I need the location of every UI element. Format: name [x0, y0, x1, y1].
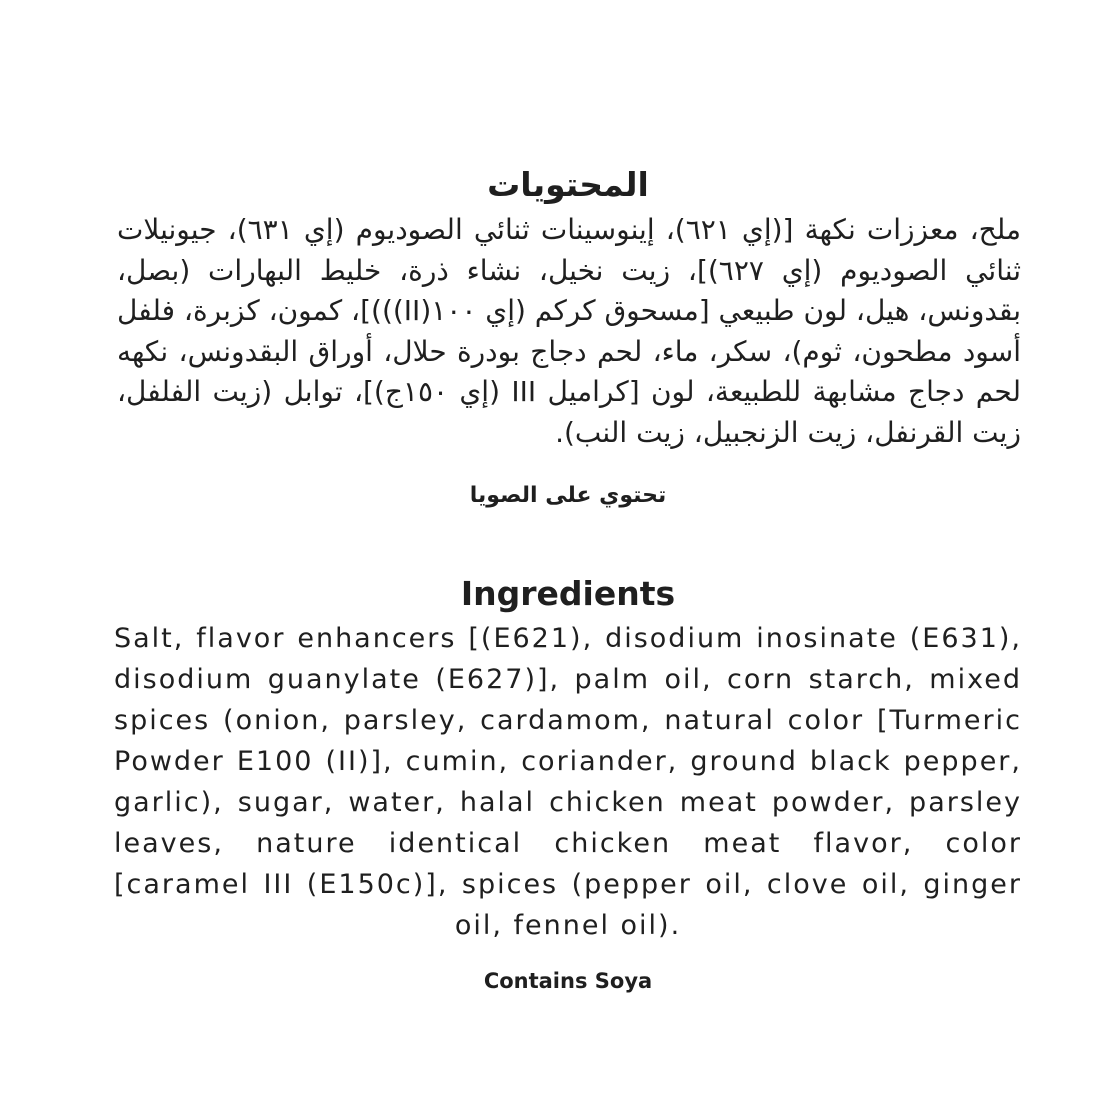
arabic-ingredients-text: ملح، معززات نكهة [(إي ٦٢١)، إينوسينات ثنائي الصوديوم (إي ٦٣١)، جيونيلات ثنائي الصوديوم (إي ٦٢٧)]، زيت نخيل، نشاء ذرة، خليط البهارات (بصل، بقدونس، هيل، لون طبيعي [مسحوق كركم (إي ١٠٠(II)))]، كمون، كزبرة، فلفل أسود مطحون، ثوم)، سكر، ماء، لحم دجاج بودرة حلال، أوراق البقدونس، نكهه لحم دجاج مشابهة للطبيعة، لون [كراميل III (إي ١٥٠ج)]، توابل (زيت الفلفل، زيت القرنفل، زيت الزنجبيل، زيت النب). [117, 213, 1022, 449]
arabic-allergen-note: تحتوي على الصويا [469, 483, 667, 508]
english-allergen-note: Contains Soya [483, 969, 653, 993]
english-ingredients-text: Salt, flavor enhancers [(E621), disodium inosinate (E631), disodium guanylate (E627)], palm oil, corn starch, mixed spices (onion, parsley, cardamom, natural color [Turmeric Powder E100 (II)], cumin, coriander, ground black pepper, garlic), sugar, water, halal chicken meat powder, parsley leaves, nature identical chicken meat flavor, color [caramel III (E150c)], spices (pepper oil, clove oil, ginger oil, fennel oil). [114, 623, 1022, 941]
arabic-ingredients-section [112, 160, 1024, 511]
english-heading: Ingredients [460, 574, 676, 613]
arabic-heading: المحتويات [487, 165, 649, 204]
english-ingredients-section [112, 570, 1024, 996]
ingredients-label [112, 160, 1024, 993]
